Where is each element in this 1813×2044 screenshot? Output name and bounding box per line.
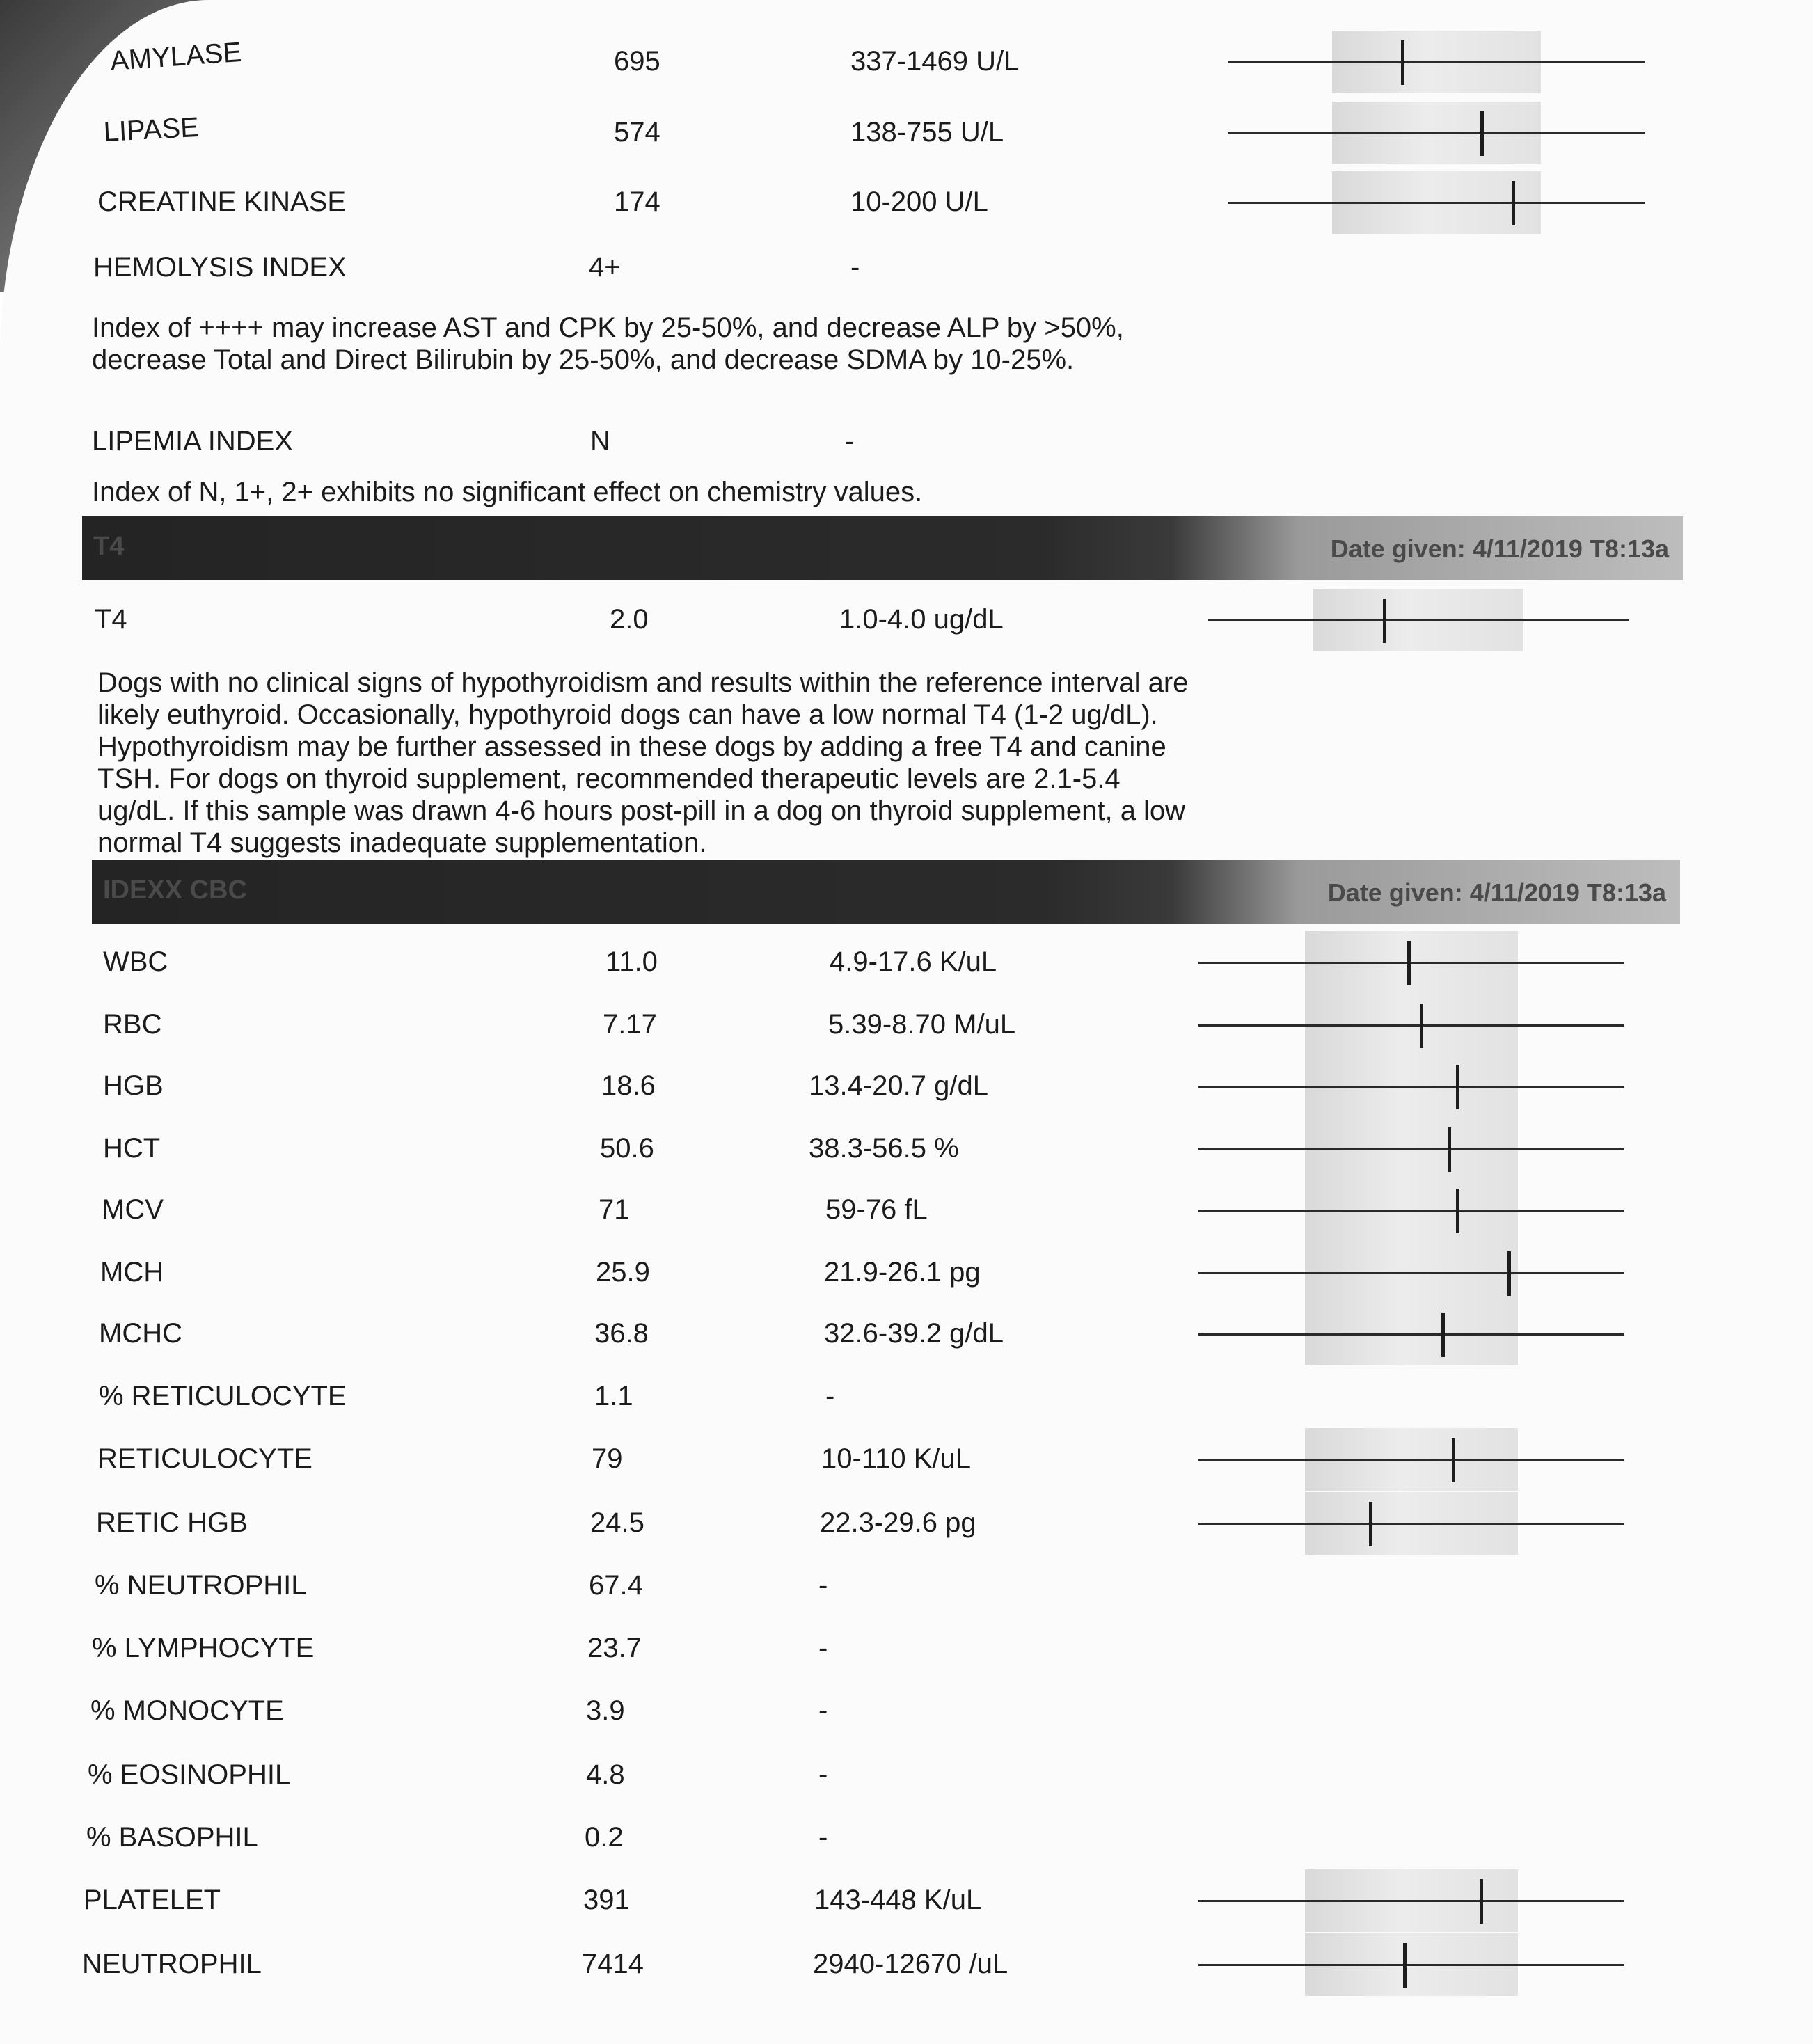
range-gauge — [1198, 1242, 1624, 1304]
range-gauge — [1228, 31, 1645, 93]
test-value: 71 — [599, 1194, 630, 1225]
result-marker — [1512, 181, 1515, 225]
gauge-axis — [1198, 1900, 1624, 1902]
test-value: 23.7 — [587, 1633, 642, 1663]
reference-range: 59-76 fL — [825, 1194, 928, 1225]
result-row-lipemia-index — [0, 411, 1813, 473]
result-row-hgb — [0, 1055, 1813, 1118]
test-name: RETIC HGB — [96, 1507, 248, 1538]
reference-range: 10-110 K/uL — [821, 1443, 971, 1474]
result-row-rbc — [0, 994, 1813, 1056]
test-value: 695 — [614, 46, 660, 77]
reference-range: 138-755 U/L — [850, 117, 1004, 148]
gauge-axis — [1228, 202, 1645, 204]
result-marker — [1507, 1251, 1511, 1296]
test-name: % BASOPHIL — [86, 1822, 258, 1853]
gauge-axis — [1228, 61, 1645, 63]
t4-note — [97, 667, 1188, 859]
range-gauge — [1198, 994, 1624, 1056]
test-value: 36.8 — [594, 1318, 649, 1349]
hemolysis-note-line: decrease Total and Direct Bilirubin by 25-50%, and decrease SDMA by 10-25%. — [92, 344, 1075, 375]
test-value: 2.0 — [610, 604, 649, 635]
range-gauge — [1228, 102, 1645, 164]
hemolysis-note-line: Index of ++++ may increase AST and CPK by 25-50%, and decrease ALP by >50%, — [92, 312, 1124, 343]
result-marker — [1480, 111, 1484, 156]
test-value: 24.5 — [590, 1507, 644, 1538]
t4-note-line: Hypothyroidism may be further assessed in these dogs by adding a free T4 and canine — [97, 731, 1166, 762]
test-value: N — [590, 426, 610, 457]
result-row-hct — [0, 1118, 1813, 1180]
gauge-axis — [1198, 1333, 1624, 1336]
test-name: AMYLASE — [109, 36, 243, 77]
gauge-axis — [1198, 1272, 1624, 1274]
reference-range: - — [818, 1695, 828, 1726]
test-value: 25.9 — [596, 1257, 650, 1288]
gauge-axis — [1198, 1024, 1624, 1027]
reference-range: - — [818, 1570, 828, 1601]
gauge-axis — [1198, 962, 1624, 964]
hemolysis-note — [92, 312, 1124, 376]
test-name: % MONOCYTE — [90, 1695, 284, 1726]
reference-range: 337-1469 U/L — [850, 46, 1020, 77]
result-row-hemolysis-index — [0, 237, 1813, 299]
result-marker — [1456, 1065, 1459, 1109]
gauge-axis — [1228, 132, 1645, 134]
result-row-wbc — [0, 931, 1813, 994]
reference-range: 38.3-56.5 % — [809, 1133, 959, 1164]
date-given: Date given: 4/11/2019 T8:13a — [1327, 878, 1666, 907]
range-gauge — [1208, 589, 1629, 651]
result-row-lipase — [0, 102, 1813, 164]
gauge-axis — [1198, 1964, 1624, 1966]
t4-note-line: likely euthyroid. Occasionally, hypothyroid dogs can have a low normal T4 (1-2 ug/dL). — [97, 699, 1158, 730]
test-value: 4.8 — [586, 1759, 625, 1790]
reference-range: - — [818, 1759, 828, 1790]
test-value: 574 — [614, 117, 660, 148]
result-row-reticulocyte — [0, 1428, 1813, 1491]
range-gauge — [1198, 1933, 1624, 1996]
result-marker — [1401, 40, 1404, 85]
reference-range: 21.9-26.1 pg — [824, 1257, 981, 1288]
lipemia-note: Index of N, 1+, 2+ exhibits no significant effect on chemistry values. — [92, 477, 923, 507]
test-name: WBC — [103, 946, 168, 977]
result-row-mch — [0, 1242, 1813, 1304]
test-value: 0.2 — [585, 1822, 624, 1853]
reference-range: - — [845, 426, 855, 457]
test-value: 11.0 — [605, 946, 658, 977]
range-gauge — [1198, 1118, 1624, 1180]
t4-note-line: ug/dL. If this sample was drawn 4-6 hours post-pill in a dog on thyroid supplement, a low — [97, 795, 1186, 826]
reference-range: - — [818, 1633, 828, 1663]
test-value: 50.6 — [600, 1133, 654, 1164]
reference-range: 2940-12670 /uL — [813, 1949, 1008, 1979]
test-name: HCT — [103, 1133, 161, 1164]
reference-range: 1.0-4.0 ug/dL — [839, 604, 1004, 635]
test-name: PLATELET — [84, 1885, 221, 1915]
result-row-t4 — [0, 589, 1813, 651]
result-row-pct-eosinophil — [0, 1744, 1813, 1807]
result-marker — [1383, 599, 1386, 643]
result-row-pct-lymphocyte — [0, 1617, 1813, 1680]
range-gauge — [1198, 1303, 1624, 1365]
test-value: 3.9 — [586, 1695, 625, 1726]
date-given: Date given: 4/11/2019 T8:13a — [1330, 534, 1669, 563]
test-value: 7.17 — [603, 1009, 657, 1040]
test-value: 1.1 — [594, 1381, 633, 1411]
result-row-mchc — [0, 1303, 1813, 1365]
result-marker — [1403, 1943, 1407, 1988]
test-value: 67.4 — [589, 1570, 643, 1601]
range-gauge — [1198, 1055, 1624, 1118]
t4-note-line: TSH. For dogs on thyroid supplement, recommended therapeutic levels are 2.1-5.4 — [97, 763, 1121, 794]
reference-range: 22.3-29.6 pg — [820, 1507, 976, 1538]
result-marker — [1420, 1004, 1423, 1048]
result-marker — [1441, 1313, 1445, 1357]
range-gauge — [1198, 931, 1624, 994]
test-name: RETICULOCYTE — [97, 1443, 312, 1474]
test-name: MCHC — [99, 1318, 182, 1349]
test-name: % EOSINOPHIL — [88, 1759, 291, 1790]
reference-range: 5.39-8.70 M/uL — [828, 1009, 1016, 1040]
result-row-pct-reticulocyte — [0, 1365, 1813, 1428]
result-row-neutrophil — [0, 1933, 1813, 1996]
result-row-pct-neutrophil — [0, 1555, 1813, 1617]
section-header-t4 — [82, 516, 1683, 580]
result-row-mcv — [0, 1179, 1813, 1242]
result-row-retic-hgb — [0, 1492, 1813, 1555]
result-row-creatine-kinase — [0, 171, 1813, 234]
reference-range: - — [825, 1381, 835, 1411]
reference-range: 13.4-20.7 g/dL — [809, 1070, 988, 1101]
section-header-cbc — [92, 860, 1680, 924]
reference-range: 4.9-17.6 K/uL — [830, 946, 997, 977]
test-name: MCV — [102, 1194, 164, 1225]
section-title: IDEXX CBC — [103, 876, 247, 905]
test-value: 18.6 — [601, 1070, 656, 1101]
result-marker — [1407, 941, 1411, 985]
range-gauge — [1198, 1869, 1624, 1932]
gauge-axis — [1198, 1210, 1624, 1212]
test-value: 79 — [592, 1443, 623, 1474]
test-name: LIPASE — [102, 111, 200, 148]
range-gauge — [1198, 1492, 1624, 1555]
result-marker — [1448, 1127, 1451, 1172]
gauge-axis — [1198, 1148, 1624, 1150]
result-row-pct-monocyte — [0, 1680, 1813, 1743]
reference-range: - — [850, 252, 860, 283]
reference-range: 10-200 U/L — [850, 187, 988, 217]
result-marker — [1369, 1502, 1372, 1546]
gauge-axis — [1198, 1086, 1624, 1088]
test-name: RBC — [103, 1009, 162, 1040]
test-name: % RETICULOCYTE — [99, 1381, 347, 1411]
gauge-axis — [1198, 1523, 1624, 1525]
test-name: MCH — [100, 1257, 164, 1288]
range-gauge — [1198, 1428, 1624, 1491]
result-row-pct-basophil — [0, 1807, 1813, 1869]
range-gauge — [1228, 171, 1645, 234]
result-marker — [1480, 1879, 1483, 1924]
test-value: 174 — [614, 187, 660, 217]
test-name: % LYMPHOCYTE — [92, 1633, 315, 1663]
t4-note-line: Dogs with no clinical signs of hypothyroidism and results within the reference interval are — [97, 667, 1189, 698]
test-value: 391 — [583, 1885, 630, 1915]
gauge-axis — [1198, 1459, 1624, 1461]
test-name: HGB — [103, 1070, 164, 1101]
gauge-axis — [1208, 619, 1629, 621]
range-gauge — [1198, 1179, 1624, 1242]
test-name: HEMOLYSIS INDEX — [93, 252, 347, 283]
section-title: T4 — [93, 532, 125, 561]
reference-range: 32.6-39.2 g/dL — [824, 1318, 1004, 1349]
test-value: 7414 — [582, 1949, 644, 1979]
t4-note-line: normal T4 suggests inadequate supplementation. — [97, 827, 707, 858]
result-row-amylase — [0, 31, 1813, 93]
test-value: 4+ — [589, 252, 621, 283]
result-row-platelet — [0, 1869, 1813, 1932]
result-marker — [1452, 1438, 1455, 1482]
test-name: % NEUTROPHIL — [95, 1570, 307, 1601]
test-name: LIPEMIA INDEX — [92, 426, 293, 457]
test-name: T4 — [95, 604, 127, 635]
test-name: NEUTROPHIL — [82, 1949, 262, 1979]
result-marker — [1456, 1189, 1459, 1233]
test-name: CREATINE KINASE — [97, 187, 347, 217]
reference-range: 143-448 K/uL — [814, 1885, 982, 1915]
reference-range: - — [818, 1822, 828, 1853]
